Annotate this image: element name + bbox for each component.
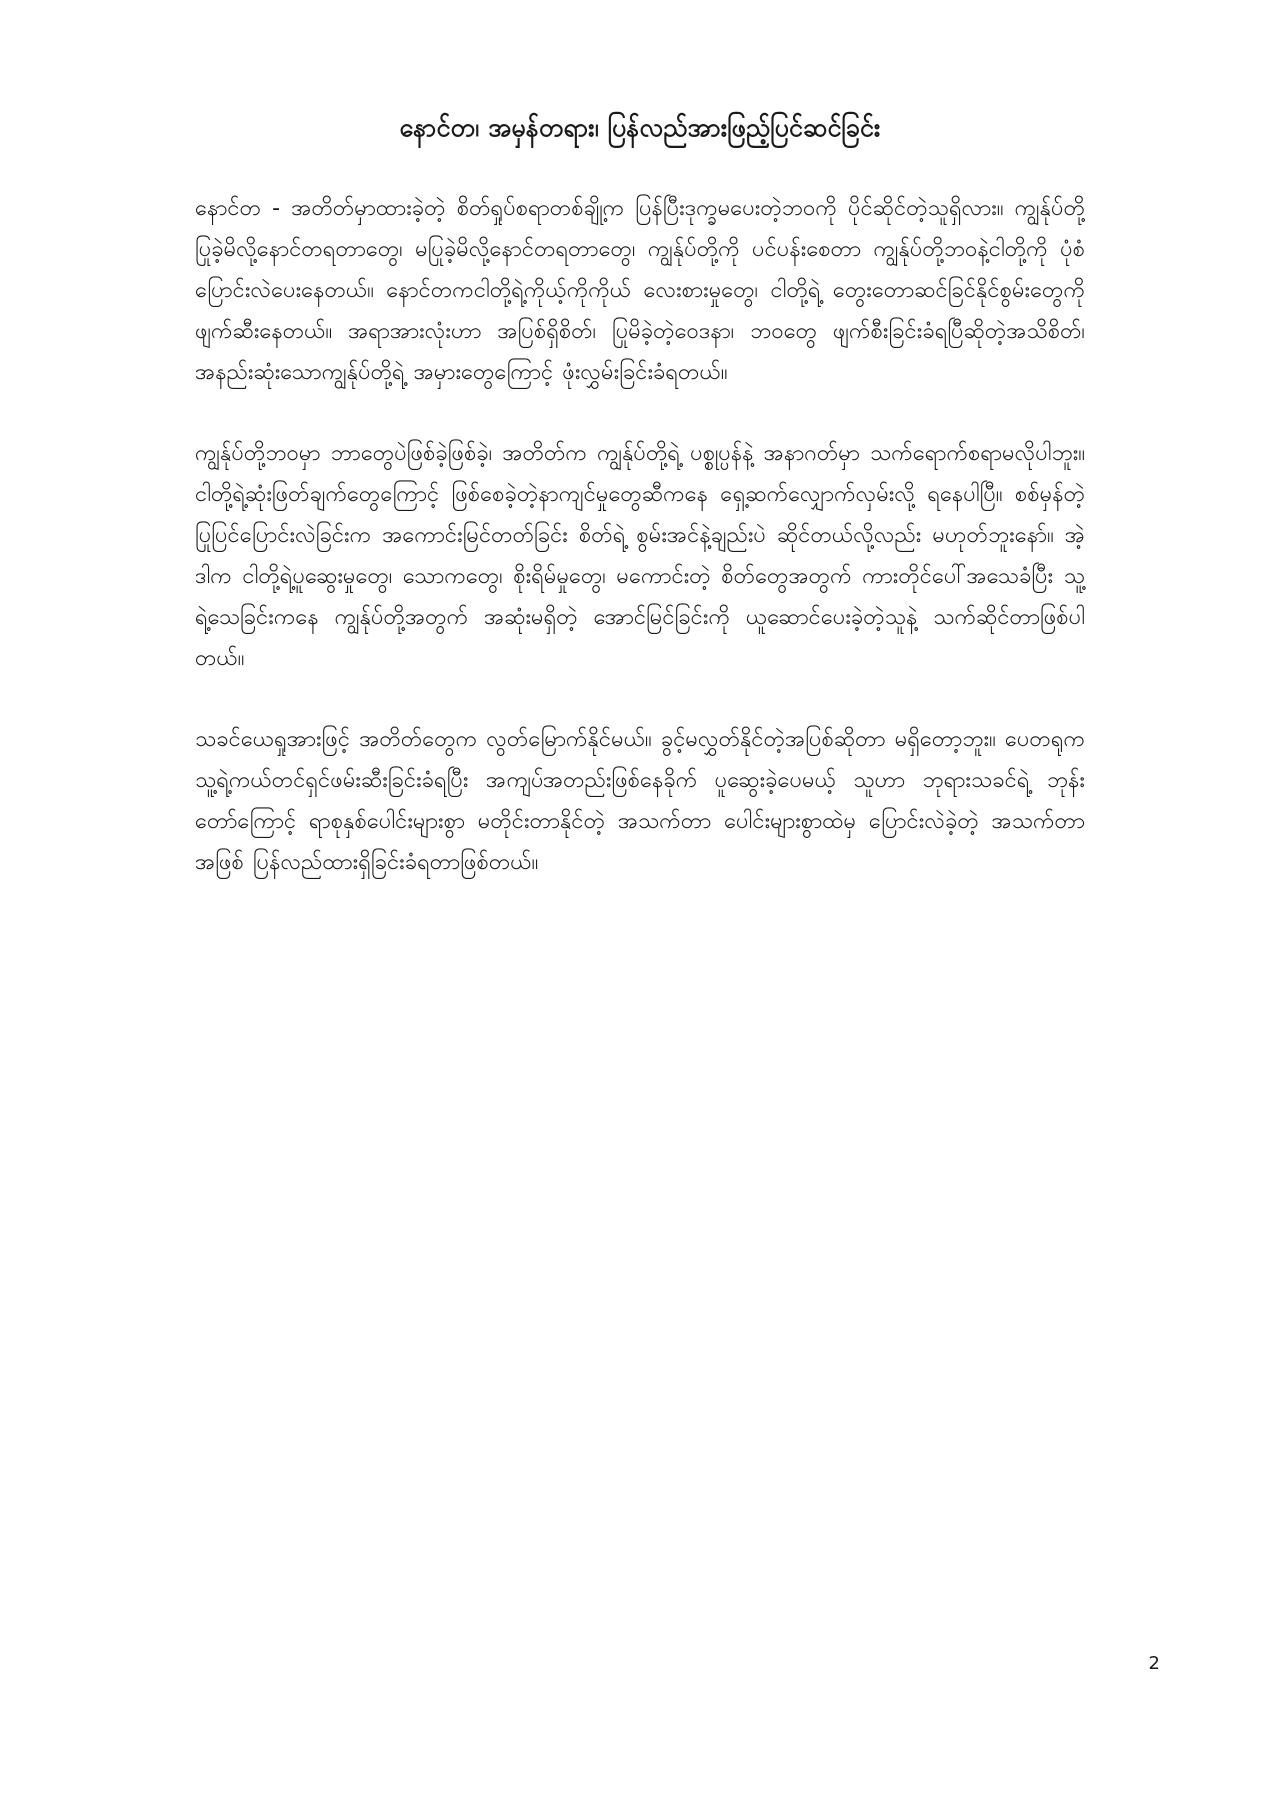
paragraph-2: ကျွန်ုပ်တို့ဘဝမှာ ဘာတွေပဲဖြစ်ခဲ့ဖြစ်ခဲ့၊ အတိတ်က ကျွန်ုပ်တို့ရဲ့ ပစ္စုပ္ပန်နဲ့ အနာဂတ်မှာ သက်ရောက်စရာမလိုပါဘူး။ ငါတို့ရဲ့ဆုံးဖြတ်ချက်တွေကြောင့် ဖြစ်စေခဲ့တဲ့နာကျင်မှုတွေဆီကနေ ရှေ့ဆက်လျှောက်လှမ်းလို့ ရနေပါပြီ။ စစ်မှန်တဲ့ ပြုပြင်ပြောင်းလဲခြင်းက အကောင်းမြင်တတ်ခြင်း စိတ်ရဲ့ စွမ်းအင်နဲ့ချည်းပဲ ဆိုင်တယ်လို့လည်း မဟုတ်ဘူးနော်။ အဲ့ဒါက ငါတို့ရဲ့ပူဆွေးမှုတွေ၊ သောကတွေ၊ စိုးရိမ်မှုတွေ၊ မကောင်းတဲ့ စိတ်တွေအတွက် ကားတိုင်ပေါ်အသေခံပြီး သူ့ရဲ့သေခြင်းကနေ ကျွန်ုပ်တို့အတွက် အဆုံးမရှိတဲ့ အောင်မြင်ခြင်းကို ယူဆောင်ပေးခဲ့တဲ့သူနဲ့ သက်ဆိုင်တာဖြစ်ပါတယ်။ xyxy=(195,441,1085,671)
page-number: 2 xyxy=(1148,1653,1160,1674)
paragraph-1: နောင်တ - အတိတ်မှာထားခဲ့တဲ့ စိတ်ရှုပ်စရာတစ်ချို့က ပြန်ပြီးဒုက္ခမပေးတဲ့ဘဝကို ပိုင်ဆိုင်တဲ့သူရှိလား။ ကျွန်ုပ်တို့ ပြုခဲ့မိလို့နောင်တရတာတွေ၊ မပြုခဲ့မိလို့နောင်တရတာတွေ၊ ကျွန်ုပ်တို့ကို ပင်ပန်းစေတာ ကျွန်ုပ်တို့ဘဝနဲ့ငါတို့ကို ပုံစံပြောင်းလဲပေးနေတယ်။ နောင်တကငါတို့ရဲ့ကိုယ့်ကိုကိုယ် လေးစားမှုတွေ၊ ငါတို့ရဲ့ တွေးတောဆင်ခြင်နိုင်စွမ်းတွေကို ဖျက်ဆီးနေတယ်။ အရာအားလုံးဟာ အပြစ်ရှိစိတ်၊ ပြုမိခဲ့တဲ့ဝေဒနာ၊ ဘဝတွေ ဖျက်စီးခြင်းခံရပြီဆိုတဲ့အသိစိတ်၊ အနည်းဆုံးသောကျွန်ုပ်တို့ရဲ့ အမှားတွေကြောင့် ဖုံးလွှမ်းခြင်းခံရတယ်။ xyxy=(195,196,1085,385)
paragraph-3: သခင်ယေရှုအားဖြင့် အတိတ်တွေက လွတ်မြောက်နိုင်မယ်။ ခွင့်မလွှတ်နိုင်တဲ့အပြစ်ဆိုတာ မရှိတော့ဘူး။ ပေတရုက သူ့ရဲ့ကယ်တင်ရှင်ဖမ်းဆီးခြင်းခံရပြီး အကျပ်အတည်းဖြစ်နေခိုက် ပူဆွေးခဲ့ပေမယ့် သူဟာ ဘုရားသခင်ရဲ့ ဘုန်းတော်ကြောင့် ရာစုနှစ်ပေါင်းများစွာ မတိုင်းတာနိုင်တဲ့ အသက်တာ ပေါင်းများစွာထဲမှ ပြောင်းလဲခဲ့တဲ့ အသက်တာအဖြစ် ပြန်လည်ထားရှိခြင်းခံရတာဖြစ်တယ်။ xyxy=(195,727,1085,875)
page-title: နောင်တ၊ အမှန်တရား၊ ပြန်လည်အားဖြည့်ပြင်ဆင်ခြင်း xyxy=(399,113,881,142)
body-text xyxy=(195,188,1085,923)
